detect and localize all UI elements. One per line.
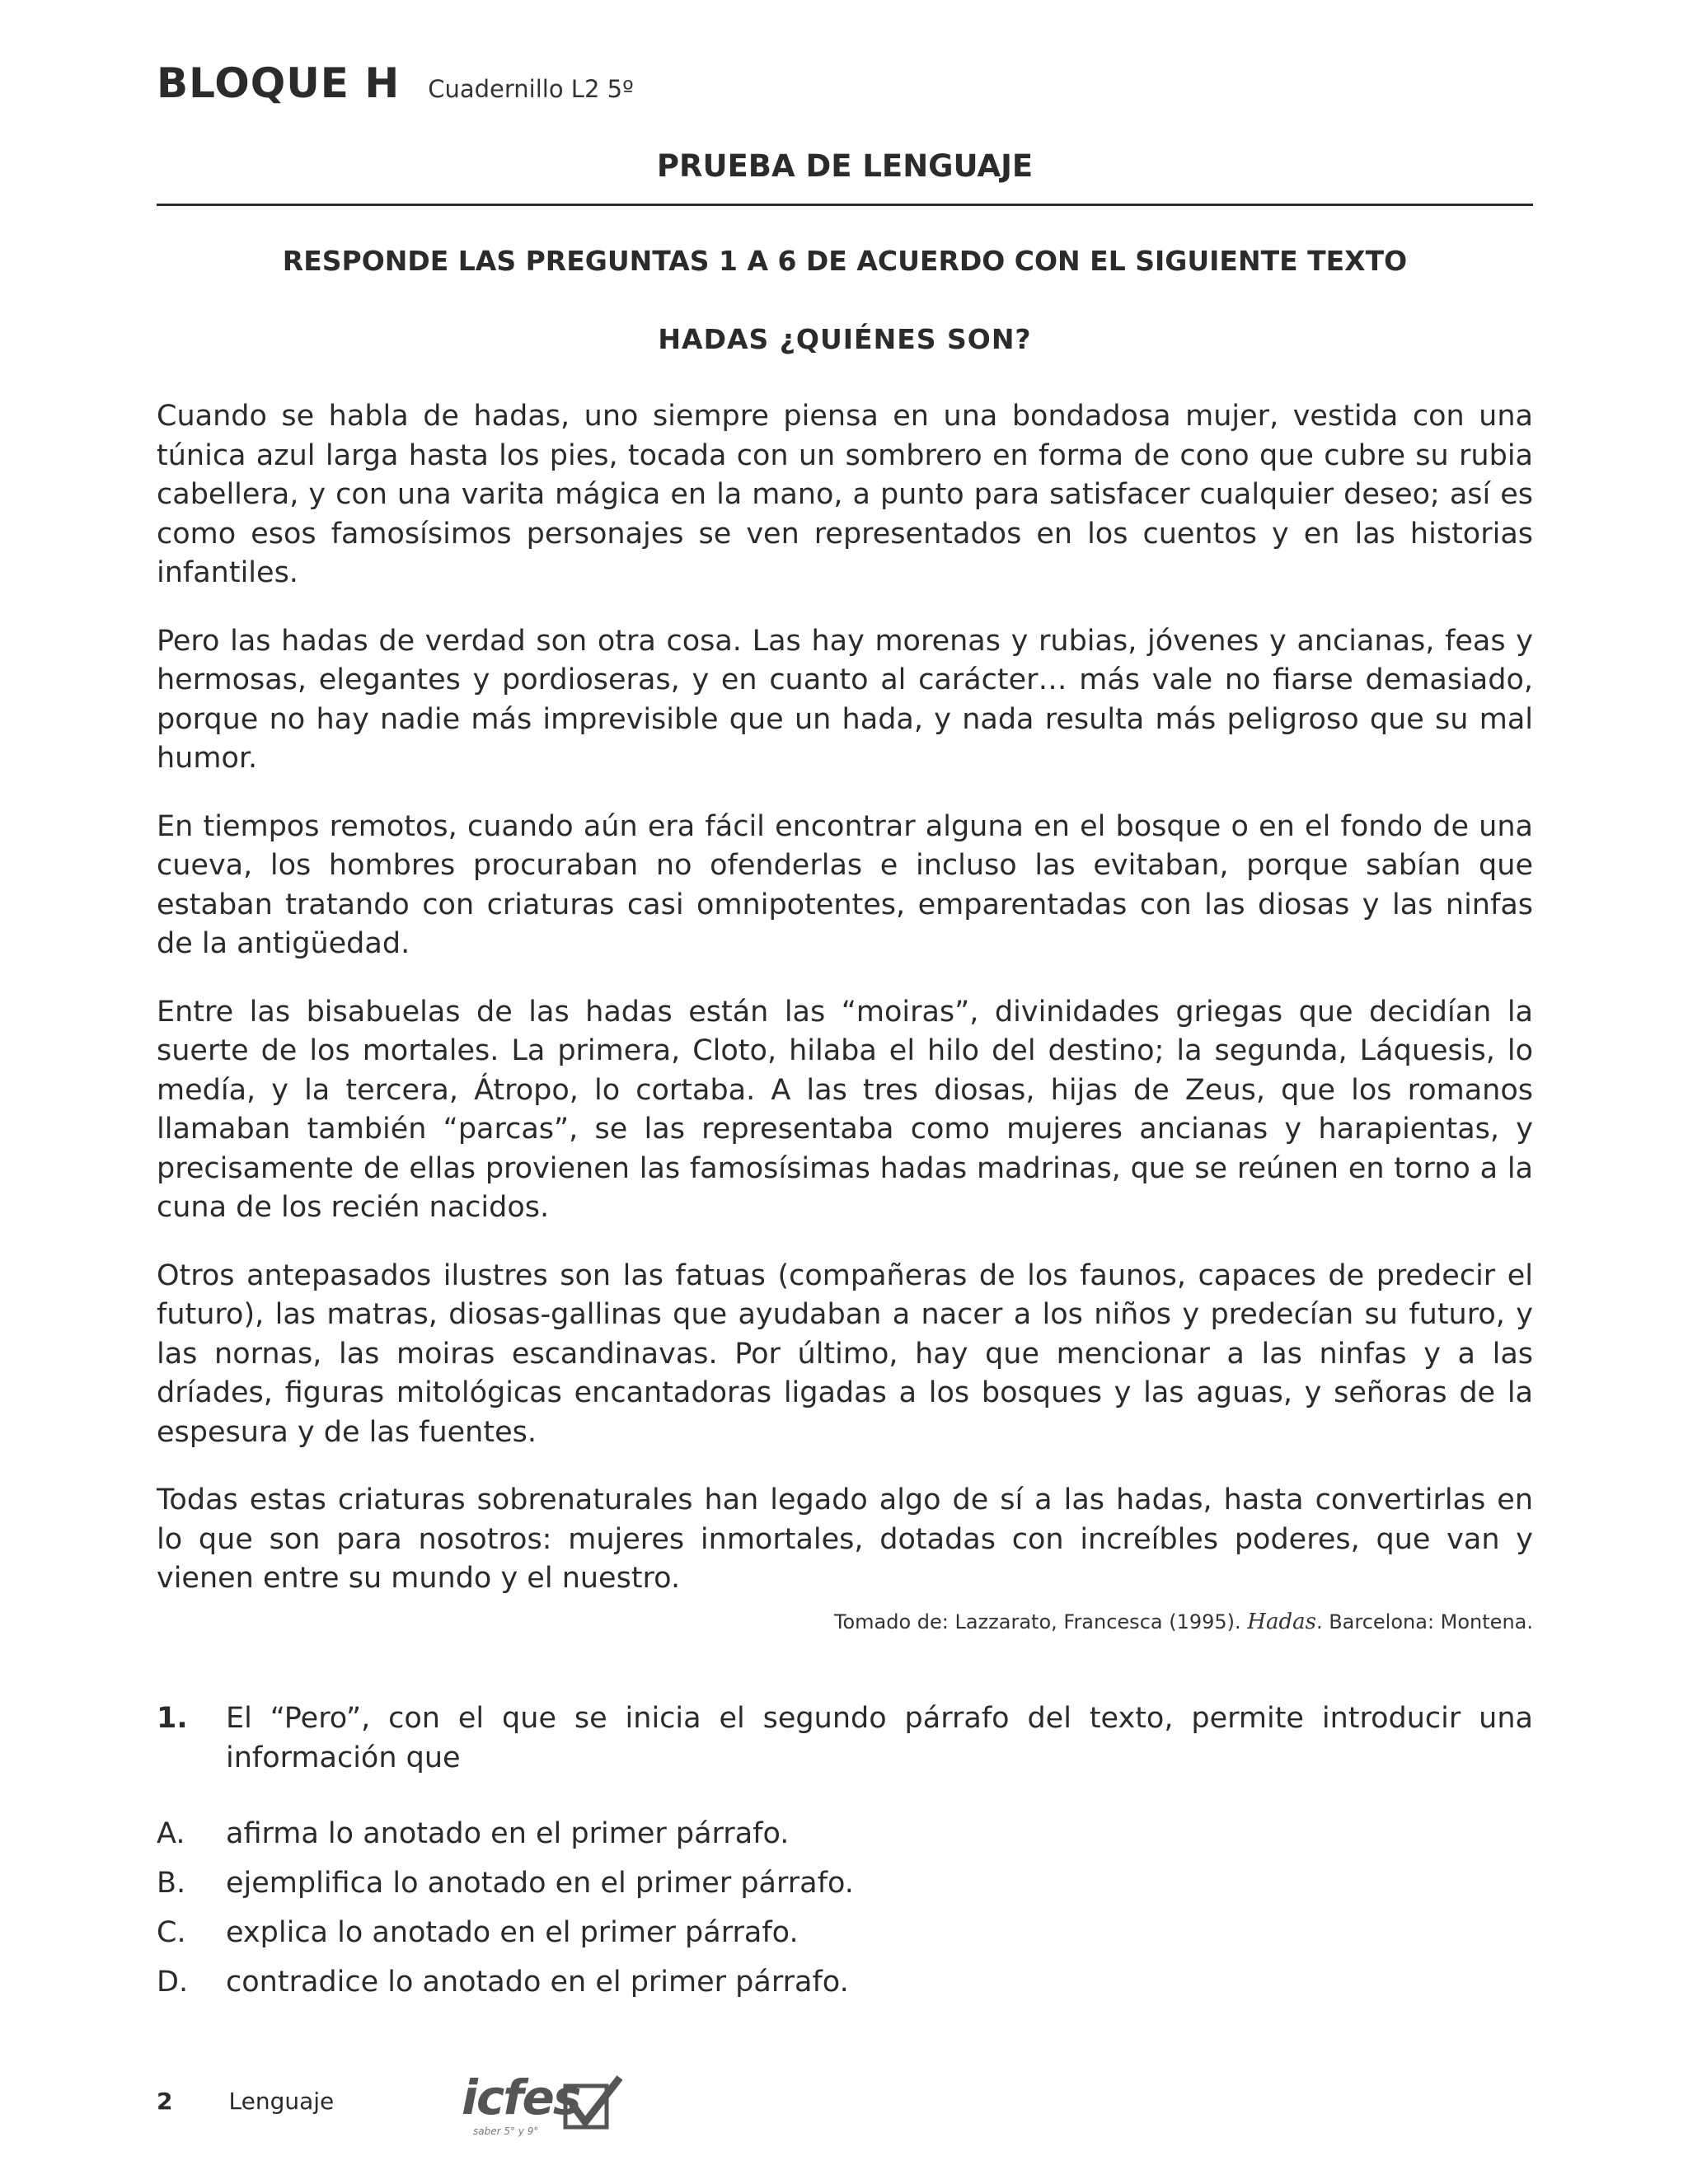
reading-paragraph: Entre las bisabuelas de las hadas están las “moiras”, divinidades griegas que decidían la suerte de los mortales. La primera, Cloto, hilaba el hilo del destino; la segunda, Láquesis, lo medía, y la tercera, Átropo, lo cortaba. A las tres diosas, hijas de Zeus, que los romanos llamaban también “parcas”, se las representaba como mujeres ancianas y harapientas, y precisamente de ellas provienen las famosísimas hadas madrinas, que se reúnen en torno a la cuna de los recién nacidos. [157, 995, 1533, 1224]
header-divider [157, 204, 1533, 206]
option-letter: D. [157, 1966, 189, 1999]
page-number: 2 [157, 2088, 173, 2115]
answer-options [157, 1817, 1533, 2015]
option-b[interactable] [157, 1867, 1533, 1916]
reading-paragraph: En tiempos remotos, cuando aún era fácil encontrar alguna en el bosque o en el fondo de una cueva, los hombres procuraban no ofenderlas e incluso las evitaban, porque sabían que estaban tratando con criaturas casi omnipotentes, emparentadas con las diosas y las ninfas de la antigüedad. [157, 809, 1533, 960]
source-citation [834, 1610, 1533, 1634]
question-text: El “Pero”, con el que se inicia el segundo párrafo del texto, permite introducir una información que [226, 1702, 1533, 1774]
option-text: explica lo anotado en el primer párrafo. [226, 1916, 799, 1949]
logo-wordmark: icfes [462, 2069, 580, 2125]
checkmark-icon [562, 2074, 623, 2132]
reading-paragraph: Pero las hadas de verdad son otra cosa. Las hay morenas y rubias, jóvenes y ancianas, feas y hermosas, elegantes y pordioseras, y en cuanto al carácter… más vale no fiarse demasiado, porque no hay nadie más imprevisible que un hada, y nada resulta más peligroso que su mal humor. [157, 624, 1533, 775]
exam-page [157, 0, 1533, 2184]
page-footer [157, 2069, 580, 2137]
option-letter: C. [157, 1916, 186, 1949]
section-name: Lenguaje [228, 2088, 335, 2115]
source-prefix: Tomado de: Lazzarato, Francesca (1995). [833, 1610, 1248, 1633]
option-text: afirma lo anotado en el primer párrafo. [226, 1817, 790, 1850]
option-letter: A. [157, 1817, 185, 1850]
cuadernillo-label: Cuadernillo L2 5º [428, 75, 634, 103]
logo-subtitle: saber 5° y 9° [473, 2125, 539, 2137]
option-c[interactable] [157, 1916, 1533, 1966]
reading-paragraph: Todas estas criaturas sobrenaturales han legado algo de sí a las hadas, hasta convertirlas en lo que son para nosotros: mujeres inmortales, dotadas con increíbles poderes, que van y vienen entre su mundo y el nuestro. [157, 1483, 1533, 1595]
reading-paragraph: Otros antepasados ilustres son las fatuas (compañeras de los faunos, capaces de predecir el futuro), las matras, diosas-gallinas que ayudaban a nacer a los niños y predecían su futuro, y las nornas, las moiras escandinavas. Por último, hay que mencionar a las ninfas y a las dríades, figuras mitológicas encantadoras ligadas a los bosques y las aguas, y señoras de la espesura y de las fuentes. [157, 1258, 1533, 1449]
source-book-title: Hadas [1247, 1610, 1316, 1634]
test-title: PRUEBA DE LENGUAJE [656, 148, 1034, 184]
instruction-heading: RESPONDE LAS PREGUNTAS 1 A 6 DE ACUERDO CON EL SIGUIENTE TEXTO [282, 245, 1408, 277]
option-d[interactable] [157, 1966, 1533, 2015]
option-a[interactable] [157, 1817, 1533, 1867]
option-text: ejemplifica lo anotado en el primer párrafo. [226, 1867, 854, 1900]
option-text: contradice lo anotado en el primer párrafo. [226, 1966, 849, 1999]
source-suffix: . Barcelona: Montena. [1315, 1610, 1533, 1633]
question-number: 1. [157, 1702, 188, 1735]
page-header [157, 59, 634, 107]
option-letter: B. [157, 1867, 186, 1900]
reading-paragraph: Cuando se habla de hadas, uno siempre piensa en una bondadosa mujer, vestida con una túnica azul larga hasta los pies, tocada con un sombrero en forma de cono que cubre su rubia cabellera, y con una varita mágica en la mano, a punto para satisfacer cualquier deseo; así es como esos famosísimos personajes se ven representados en los cuentos y en las historias infantiles. [157, 400, 1533, 589]
icfes-logo [462, 2069, 626, 2139]
reading-text [157, 397, 1533, 1628]
bloque-label: BLOQUE H [157, 59, 401, 107]
reading-title: HADAS ¿QUIÉNES SON? [658, 323, 1032, 355]
